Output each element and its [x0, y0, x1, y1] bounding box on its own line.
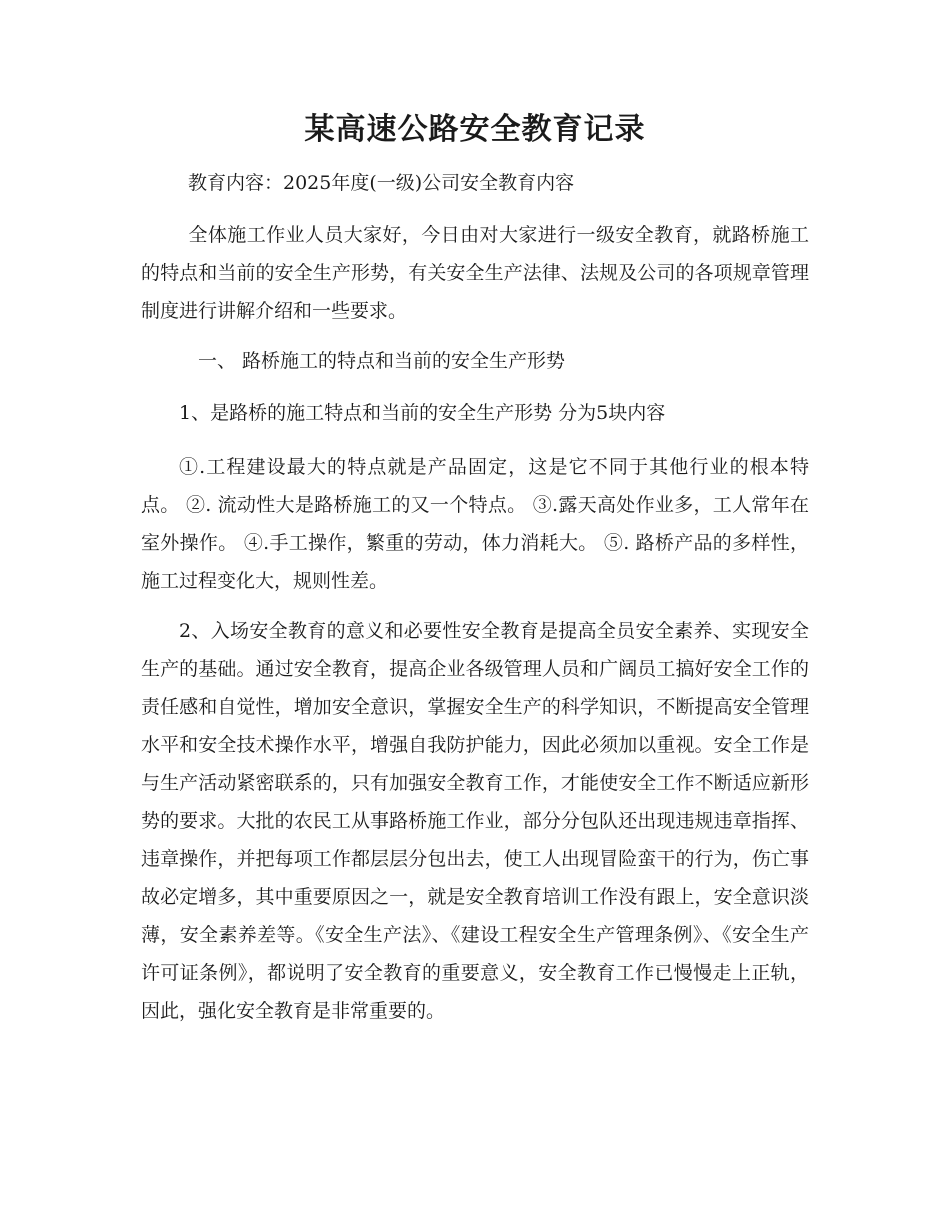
section-heading: 一、 路桥施工的特点和当前的安全生产形势 [198, 350, 566, 372]
education-content-line: 教育内容：2025年度(一级)公司安全教育内容 [188, 172, 575, 194]
point-1-paragraph: 1、是路桥的施工特点和当前的安全生产形势 分为5块内容 [179, 402, 666, 424]
intro-paragraph: 全体施工作业人员大家好，今日由对大家进行一级安全教育，就路桥施工的特点和当前的安全生产形势，有关安全生产法律、法规及公司的各项规章管理制度进行讲解介绍和一些要求。 [141, 224, 809, 322]
document-title: 某高速公路安全教育记录 [304, 112, 646, 147]
point-2-paragraph: 2、入场安全教育的意义和必要性安全教育是提高全员安全素养、实现安全生产的基础。通过安全教育，提高企业各级管理人员和广阔员工搞好安全工作的责任感和自觉性，增加安全意识，掌握安全生产的科学知识，不断提高安全管理水平和安全技术操作水平，增强自我防护能力，因此必须加以重视。安全工作是与生产活动紧密联系的，只有加强安全教育工作，才能使安全工作不断适应新形势的要求。大批的农民工从事路桥施工作业，部分分包队还出现违规违章指挥、违章操作，并把每项工作都层层分包出去，使工人出现冒险蛮干的行为，伤亡事故必定增多，其中重要原因之一，就是安全教育培训工作没有跟上，安全意识淡薄，安全素养差等。《安全生产法》、《建设工程安全生产管理条例》、《安全生产许可证条例》，都说明了安全教育的重要意义，安全教育工作已慢慢走上正轨，因此，强化安全教育是非常重要的。 [141, 620, 809, 1022]
characteristics-list-paragraph: ①.工程建设最大的特点就是产品固定，这是它不同于其他行业的根本特点。 ②. 流动性大是路桥施工的又一个特点。 ③.露天高处作业多，工人常年在室外操作。 ④.手工操作，繁重的劳动，体力消耗大。 ⑤. 路桥产品的多样性，施工过程变化大，规则性差。 [141, 456, 809, 592]
